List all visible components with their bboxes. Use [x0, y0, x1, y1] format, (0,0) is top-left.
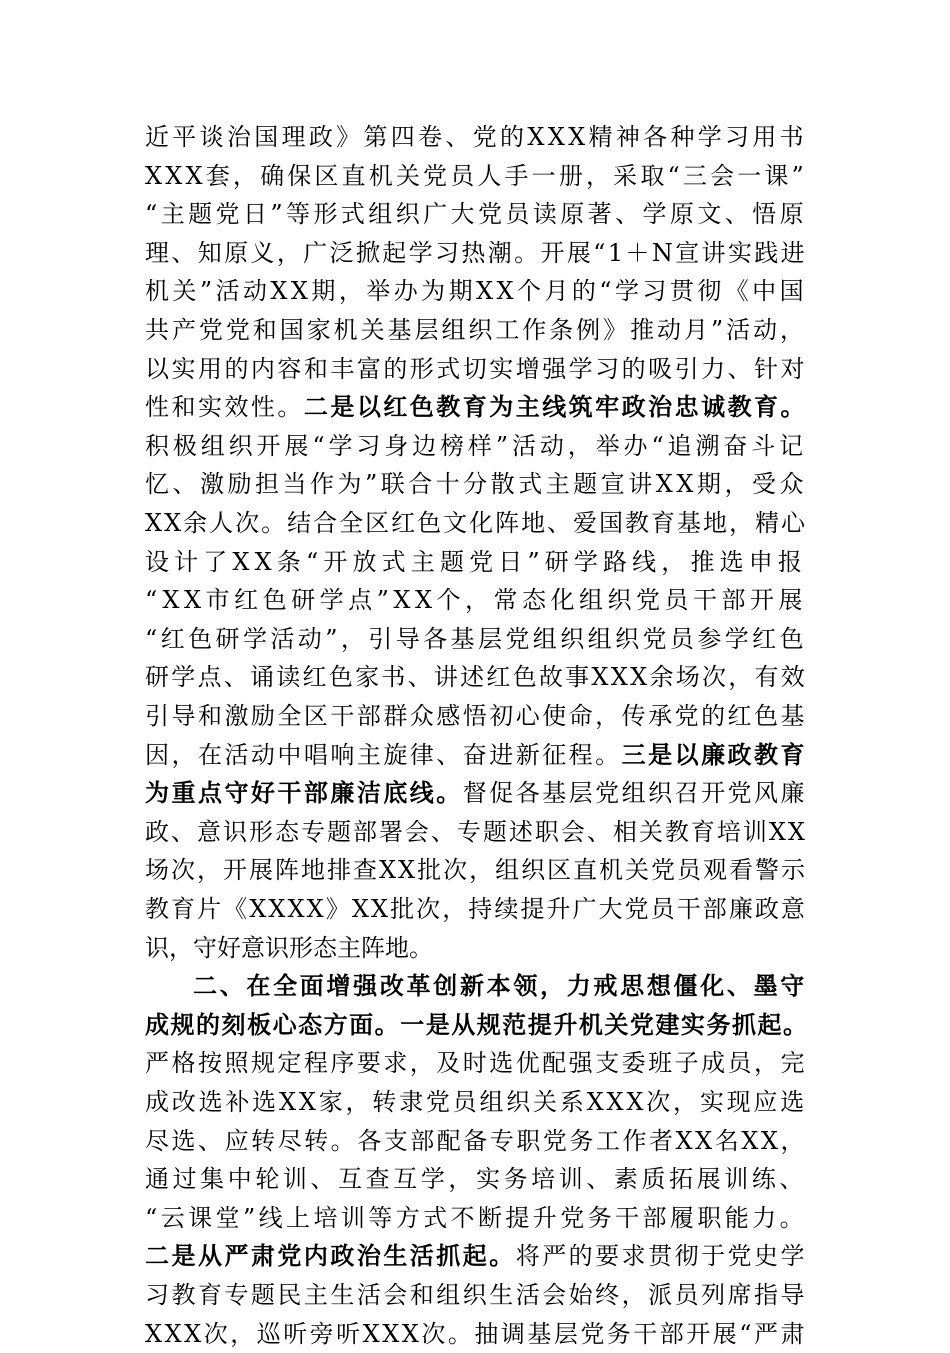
- text-segment: 设计了XX条“开放式主题党日”研学路线，推选申报: [145, 547, 807, 576]
- text-line: [145, 1199, 807, 1237]
- text-segment: 识，守好意识形态主阵地。: [145, 933, 433, 962]
- bold-text-segment: 二是从严肃党内政治生活抓起。: [145, 1241, 516, 1271]
- text-line: [145, 658, 807, 696]
- text-segment: 督促各基层党组织召开党风廉: [462, 779, 807, 808]
- text-line: [145, 272, 807, 310]
- text-segment: 忆、激励担当作为”联合十分散式主题宣讲XX期，受众: [145, 470, 807, 499]
- text-segment: 引导和激励全区干部群众感悟初心使命，传承党的红色基: [145, 702, 807, 730]
- text-segment: 共产党党和国家机关基层组织工作条例》推动月”活动，: [145, 316, 807, 344]
- text-segment: 教育片《XXXX》XX批次，持续提升广大党员干部廉政意: [145, 895, 807, 923]
- text-segment: 以实用的内容和丰富的形式切实增强学习的吸引力、针对: [145, 354, 807, 383]
- text-segment: 性和实效性。: [145, 393, 304, 422]
- text-line: [193, 967, 807, 1005]
- text-line: [145, 697, 807, 735]
- text-line: [145, 1044, 807, 1082]
- text-line: [145, 774, 807, 812]
- text-segment: “主题党日”等形式组织广大党员读原著、学原文、悟原: [145, 200, 807, 229]
- text-segment: “红色研学活动”，引导各基层党组织组织党员参学红色: [145, 624, 807, 653]
- text-line: [145, 813, 807, 851]
- text-line: [145, 1315, 807, 1353]
- text-segment: 严格按照规定程序要求，及时选优配强支委班子成员，完: [145, 1049, 807, 1078]
- bold-text-segment: 二是以红色教育为主线筑牢政治忠诚教育。: [303, 392, 808, 422]
- text-line: [145, 195, 807, 233]
- text-line: [145, 851, 807, 889]
- text-line: [145, 1160, 807, 1198]
- text-segment: XXX套，确保区直机关党员人手一册，采取“三会一课”: [145, 161, 807, 190]
- text-segment: 研学点、诵读红色家书、讲述红色故事XXX余场次，有效: [145, 663, 807, 692]
- text-line: [145, 890, 807, 928]
- text-line: [145, 157, 807, 195]
- text-line: [145, 234, 807, 272]
- text-segment: “XX市红色研学点”XX个，常态化组织党员干部开展: [145, 586, 807, 615]
- bold-text-segment: 成规的刻板心态方面。一是从规范提升机关党建实务抓起。: [145, 1009, 809, 1039]
- text-line: [145, 543, 807, 581]
- text-segment: 积极组织开展“学习身边榜样”活动，举办“追溯奋斗记: [145, 431, 807, 460]
- text-segment: 机关”活动XX期，举办为期XX个月的“学习贯彻《中国: [145, 277, 807, 306]
- bold-text-segment: 二、在全面增强改革创新本领，力戒思想僵化、墨守: [193, 971, 807, 1001]
- bold-text-segment: 三是以廉政教育: [621, 739, 807, 769]
- text-segment: 习教育专题民主生活会和组织生活会始终，派员列席指导: [145, 1281, 807, 1309]
- text-line: [145, 118, 807, 156]
- text-segment: “云课堂”线上培训等方式不断提升党务干部履职能力。: [145, 1203, 807, 1232]
- text-line: [145, 1122, 807, 1160]
- bold-text-segment: 为重点守好干部廉洁底线。: [145, 778, 463, 808]
- text-line: [145, 1083, 807, 1121]
- text-segment: XX余人次。结合全区红色文化阵地、爱国教育基地，精心: [145, 509, 807, 537]
- text-segment: 近平谈治国理政》第四卷、党的XXX精神各种学习用书: [145, 123, 807, 151]
- text-line: [145, 1237, 807, 1275]
- text-line: [145, 1276, 807, 1314]
- text-segment: 因，在活动中唱响主旋律、奋进新征程。: [145, 740, 622, 769]
- text-segment: 尽选、应转尽转。各支部配备专职党务工作者XX名XX，: [145, 1126, 807, 1155]
- text-line: [145, 350, 807, 388]
- text-line: [145, 465, 807, 503]
- text-line: [145, 736, 807, 774]
- text-segment: 将严的要求贯彻于党史学: [515, 1242, 807, 1271]
- text-segment: 通过集中轮训、互查互学，实务培训、素质拓展训练、: [145, 1165, 807, 1194]
- text-line: [145, 311, 807, 349]
- text-segment: XXX次，巡听旁听XXX次。抽调基层党务干部开展“严肃: [145, 1319, 807, 1348]
- text-line: [145, 620, 807, 658]
- text-segment: 理、知原义，广泛掀起学习热潮。开展“1＋N宣讲实践进: [145, 238, 807, 267]
- text-line: [145, 427, 807, 465]
- text-line: [145, 504, 807, 542]
- text-line: [145, 581, 807, 619]
- text-segment: 场次，开展阵地排查XX批次，组织区直机关党员观看警示: [145, 856, 807, 885]
- text-line: [145, 388, 807, 426]
- text-line: [145, 1006, 809, 1044]
- text-line: [145, 929, 433, 967]
- text-segment: 成改选补选XX家，转隶党员组织关系XXX次，实现应选: [145, 1088, 807, 1116]
- text-segment: 政、意识形态专题部署会、专题述职会、相关教育培训XX: [145, 817, 807, 846]
